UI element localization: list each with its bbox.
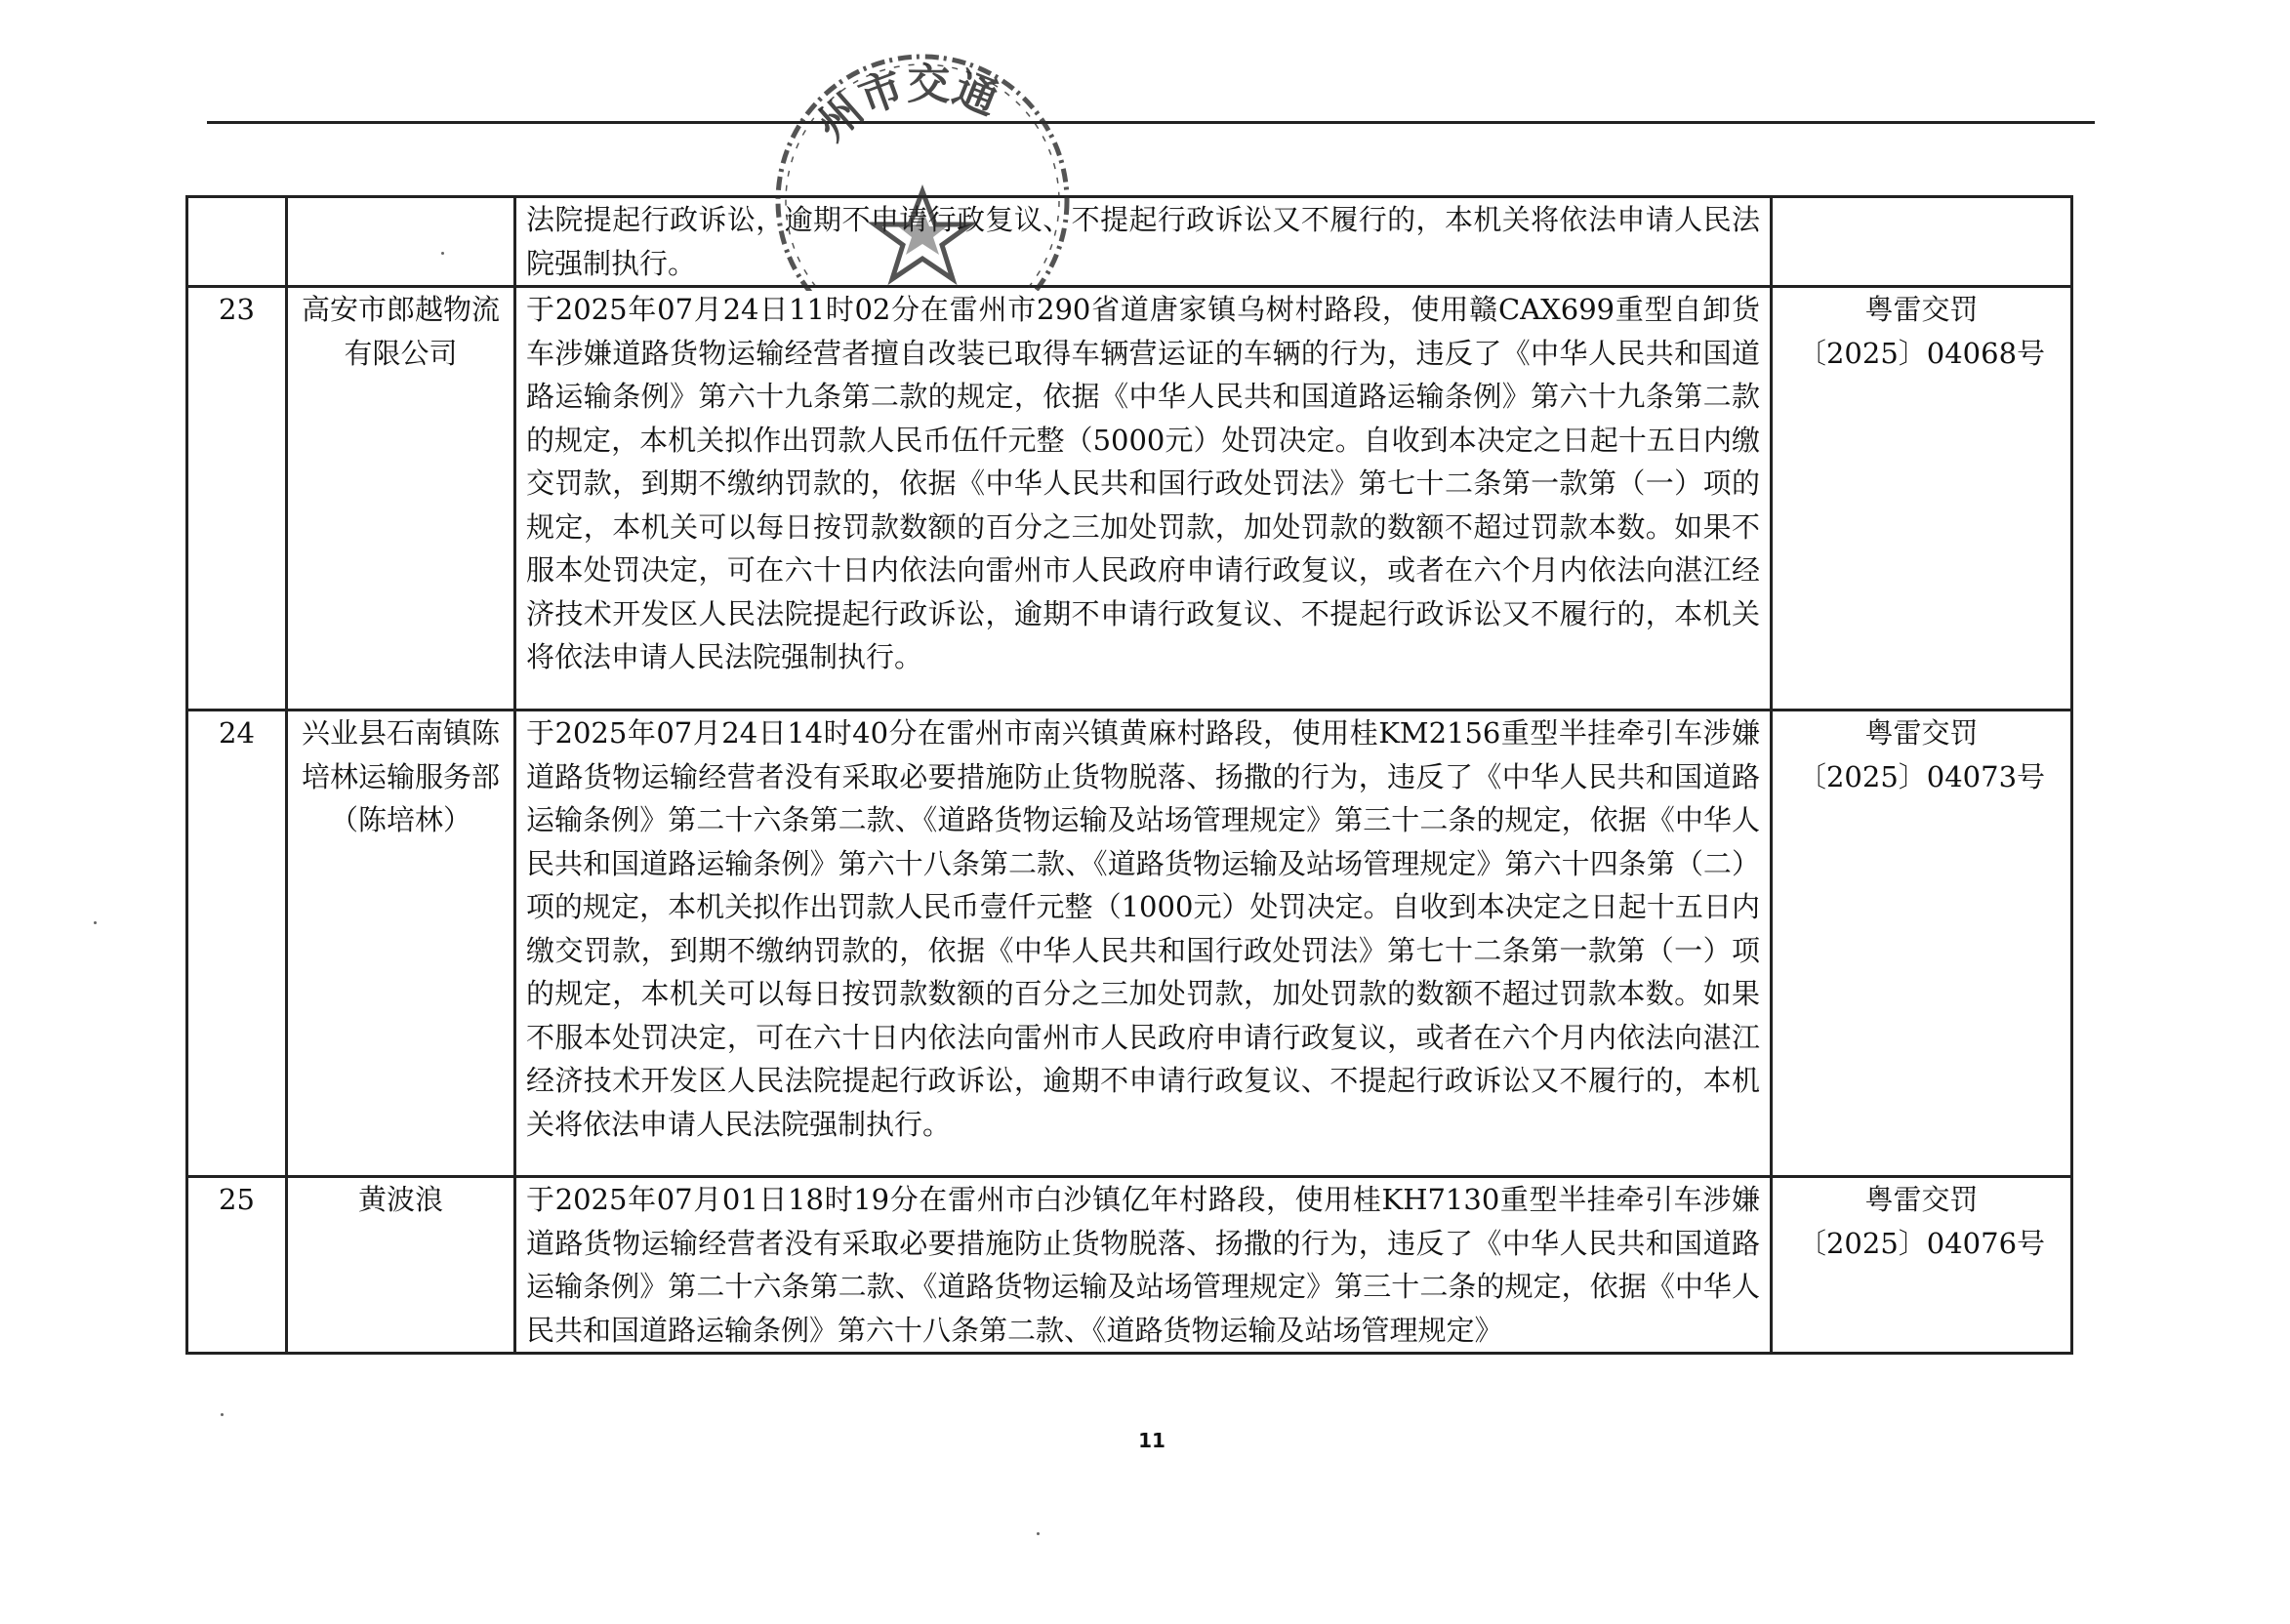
table-row	[187, 197, 2072, 287]
decision-number-line2: 〔2025〕04068号	[1797, 336, 2046, 370]
decision-number-line1: 粤雷交罚	[1864, 1183, 1979, 1216]
decision-number-line1: 粤雷交罚	[1864, 293, 1979, 326]
party-name	[287, 197, 515, 287]
table-row	[187, 1177, 2072, 1354]
row-number	[187, 197, 287, 287]
scan-speck	[441, 252, 444, 255]
scan-speck	[94, 921, 97, 924]
table-row	[187, 287, 2072, 710]
party-name: 兴业县石南镇陈培林运输服务部（陈培林）	[287, 710, 515, 1177]
row-number: 24	[187, 710, 287, 1177]
page-number: 11	[1138, 1429, 1165, 1452]
decision-number-line2: 〔2025〕04076号	[1797, 1226, 2046, 1260]
decision-number	[1772, 710, 2072, 1177]
violation-content: 于2025年07月01日18时19分在雷州市白沙镇亿年村路段，使用桂KH7130重型半挂牵引车涉嫌道路货物运输经营者没有采取必要措施防止货物脱落、扬撒的行为，违反了《中华人民共和国道路运输条例》第二十六条第二款、《道路货物运输及站场管理规定》第三十二条的规定，依据《中华人民共和国道路运输条例》第六十八条第二款、《道路货物运输及站场管理规定》	[515, 1177, 1772, 1354]
decision-number	[1772, 1177, 2072, 1354]
decision-number	[1772, 197, 2072, 287]
decision-number	[1772, 287, 2072, 710]
seal-text: 州市交通	[807, 60, 1005, 151]
decision-number-line2: 〔2025〕04073号	[1797, 759, 2046, 793]
violation-content: 于2025年07月24日11时02分在雷州市290省道唐家镇乌树村路段，使用赣CAX699重型自卸货车涉嫌道路货物运输经营者擅自改装已取得车辆营运证的车辆的行为，违反了《中华人民共和国道路运输条例》第六十九条第二款的规定，依据《中华人民共和国道路运输条例》第六十九条第二款的规定，本机关拟作出罚款人民币伍仟元整（5000元）处罚决定。自收到本决定之日起十五日内缴交罚款，到期不缴纳罚款的，依据《中华人民共和国行政处罚法》第七十二条第一款第（一）项的规定，本机关可以每日按罚款数额的百分之三加处罚款，加处罚款的数额不超过罚款本数。如果不服本处罚决定，可在六十日内依法向雷州市人民政府申请行政复议，或者在六个月内依法向湛江经济技术开发区人民法院提起行政诉讼，逾期不申请行政复议、不提起行政诉讼又不履行的，本机关将依法申请人民法院强制执行。	[515, 287, 1772, 710]
party-name: 高安市郎越物流有限公司	[287, 287, 515, 710]
row-number: 25	[187, 1177, 287, 1354]
scan-speck	[1037, 1532, 1040, 1535]
table-row	[187, 710, 2072, 1177]
scan-speck	[221, 1413, 224, 1416]
violation-content: 法院提起行政诉讼，逾期不申请行政复议、不提起行政诉讼又不履行的，本机关将依法申请人民法院强制执行。	[515, 197, 1772, 287]
header-rule	[207, 121, 2095, 124]
party-name: 黄波浪	[287, 1177, 515, 1354]
violation-content: 于2025年07月24日14时40分在雷州市南兴镇黄麻村路段，使用桂KM2156重型半挂牵引车涉嫌道路货物运输经营者没有采取必要措施防止货物脱落、扬撒的行为，违反了《中华人民共和国道路运输条例》第二十六条第二款、《道路货物运输及站场管理规定》第三十二条的规定，依据《中华人民共和国道路运输条例》第六十八条第二款、《道路货物运输及站场管理规定》第六十四条第（二）项的规定，本机关拟作出罚款人民币壹仟元整（1000元）处罚决定。自收到本决定之日起十五日内缴交罚款，到期不缴纳罚款的，依据《中华人民共和国行政处罚法》第七十二条第一款第（一）项的规定，本机关可以每日按罚款数额的百分之三加处罚款，加处罚款的数额不超过罚款本数。如果不服本处罚决定，可在六十日内依法向雷州市人民政府申请行政复议，或者在六个月内依法向湛江经济技术开发区人民法院提起行政诉讼，逾期不申请行政复议、不提起行政诉讼又不履行的，本机关将依法申请人民法院强制执行。	[515, 710, 1772, 1177]
penalty-notice-table	[185, 195, 2073, 1355]
row-number: 23	[187, 287, 287, 710]
decision-number-line1: 粤雷交罚	[1864, 716, 1979, 750]
